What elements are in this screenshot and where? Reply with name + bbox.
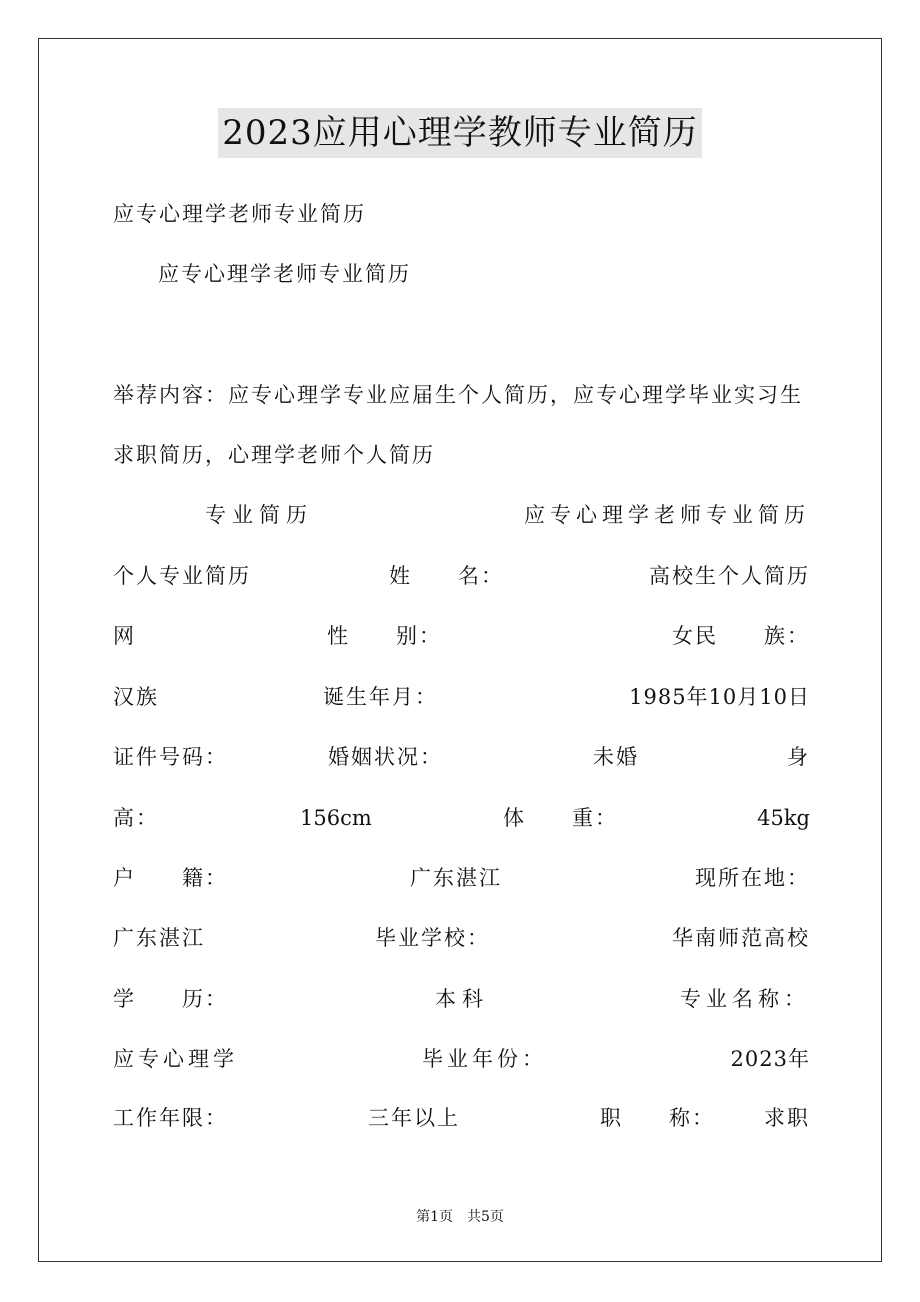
recommend-line-1: 举荐内容：应专心理学专业应届生个人简历，应专心理学毕业实习生 bbox=[113, 383, 803, 407]
row-5-b: 婚姻状况： bbox=[328, 745, 443, 769]
row-6-c: 体 重： bbox=[503, 806, 618, 830]
row-9-c: 专业名称： bbox=[680, 987, 810, 1011]
document-title bbox=[0, 108, 920, 158]
row-7 bbox=[113, 863, 810, 893]
heading-2: 应专心理学老师专业简历 bbox=[158, 262, 411, 286]
row-6-b: 156cm bbox=[300, 806, 372, 830]
row-5-c: 未婚 bbox=[593, 745, 639, 769]
row-7-c: 现所在地： bbox=[695, 866, 810, 890]
row-11-b: 三年以上 bbox=[368, 1106, 460, 1130]
row-10-a: 应专心理学 bbox=[113, 1047, 238, 1071]
row-6 bbox=[113, 803, 810, 833]
row-1-b: 应专心理学老师专业简历 bbox=[524, 503, 810, 527]
row-3-b: 性 别： bbox=[327, 624, 442, 648]
row-11-a: 工作年限： bbox=[113, 1106, 228, 1130]
row-10-c: 2023年 bbox=[730, 1047, 810, 1071]
row-2-c: 高校生个人简历 bbox=[649, 564, 810, 588]
row-10 bbox=[113, 1044, 810, 1074]
row-7-b: 广东湛江 bbox=[410, 866, 502, 890]
row-2-a: 个人专业简历 bbox=[113, 564, 251, 588]
row-11 bbox=[113, 1103, 810, 1133]
row-4-c: 1985年10月10日 bbox=[629, 685, 810, 709]
row-8-a: 广东湛江 bbox=[113, 926, 205, 950]
row-8-c: 华南师范高校 bbox=[672, 926, 810, 950]
row-4-b: 诞生年月： bbox=[323, 685, 438, 709]
row-5-d: 身 bbox=[787, 745, 810, 769]
page-footer: 第1页 共5页 bbox=[416, 1209, 504, 1225]
row-3 bbox=[113, 621, 810, 651]
row-4-a: 汉族 bbox=[113, 685, 159, 709]
recommend-line-2: 求职简历，心理学老师个人简历 bbox=[113, 443, 435, 467]
row-10-b: 毕业年份： bbox=[422, 1047, 547, 1071]
row-2 bbox=[113, 561, 810, 591]
title-text: 2023应用心理学教师专业简历 bbox=[218, 108, 702, 158]
row-9-b: 本科 bbox=[435, 987, 489, 1011]
row-3-c: 女民 族： bbox=[672, 624, 810, 648]
row-11-d: 求职 bbox=[764, 1106, 810, 1130]
row-2-b: 姓 名： bbox=[389, 564, 504, 588]
row-8 bbox=[113, 923, 810, 953]
row-3-a: 网 bbox=[113, 624, 136, 648]
row-6-a: 高： bbox=[113, 806, 159, 830]
row-4 bbox=[113, 682, 810, 712]
row-8-b: 毕业学校： bbox=[375, 926, 490, 950]
row-9-a: 学 历： bbox=[113, 987, 228, 1011]
row-1-a: 专业简历 bbox=[205, 503, 313, 527]
row-9 bbox=[113, 984, 810, 1014]
row-5 bbox=[113, 742, 810, 772]
heading-1: 应专心理学老师专业简历 bbox=[113, 202, 366, 226]
row-11-c: 职 称： bbox=[600, 1106, 715, 1130]
row-1 bbox=[113, 500, 810, 530]
row-6-d: 45kg bbox=[757, 806, 810, 830]
row-5-a: 证件号码： bbox=[113, 745, 228, 769]
row-7-a: 户 籍： bbox=[113, 866, 228, 890]
